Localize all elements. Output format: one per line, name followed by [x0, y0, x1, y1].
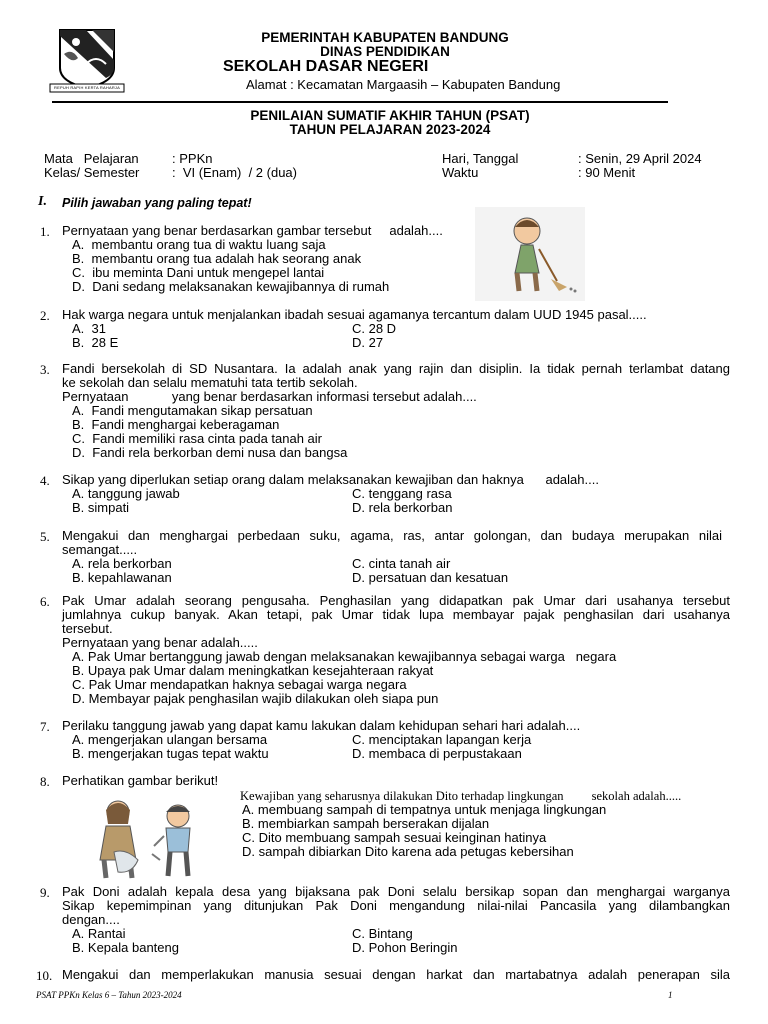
question-text: Pernyataan yang benar berdasarkan gambar tersebut adalah.... — [62, 223, 443, 238]
option: A. membuang sampah di tempatnya untuk menjaga lingkungan — [242, 802, 607, 817]
question-number: 8. — [40, 774, 50, 789]
day-value: : Senin, 29 April 2024 — [578, 151, 702, 166]
regency-logo — [46, 24, 128, 96]
option: C. Fandi memiliki rasa cinta pada tanah air — [72, 431, 323, 446]
option: B. membiarkan sampah berserakan dijalan — [242, 816, 490, 831]
question-text: Mengakui dan memperlakukan manusia sesuai dengan harkat dan martabatnya adalah penerapan sila — [62, 967, 730, 982]
exam-year: TAHUN PELAJARAN 2023-2024 — [289, 122, 491, 137]
question-text: Mengakui dan menghargai perbedaan suku, agama, ras, antar golongan, dan budaya merupakan nilai — [62, 528, 722, 543]
option: C. tenggang rasa — [352, 486, 452, 501]
question-text: Kewajiban yang seharusnya dilakukan Dito terhadap lingkungan sekolah adalah..... — [240, 789, 682, 803]
footer-text: PSAT PPKn Kelas 6 – Tahun 2023-2024 — [36, 990, 182, 1000]
header-government: PEMERINTAH KABUPATEN BANDUNG — [261, 30, 509, 45]
subject-value: : PPKn — [172, 151, 213, 166]
question-text: Pernyataan yang benar adalah..... — [62, 635, 258, 650]
header-address: Alamat : Kecamatan Margaasih – Kabupaten Bandung — [246, 77, 561, 92]
option: C. Bintang — [352, 926, 413, 941]
question-text: Pak Umar adalah seorang pengusaha. Penghasilan yang didapatkan pak Umar dari usahanya tersebut — [62, 593, 730, 608]
option: A. 31 — [72, 321, 106, 336]
option: D. membaca di perpustakaan — [352, 746, 522, 761]
option: B. Fandi menghargai keberagaman — [72, 417, 280, 432]
logo-banner-text: REPUH RAPIH KERTA RAHARJA — [54, 85, 120, 90]
header-department: DINAS PENDIDIKAN — [320, 44, 450, 59]
day-label: Hari, Tanggal — [442, 151, 519, 166]
option: B. Kepala banteng — [72, 940, 179, 955]
question-number: 4. — [40, 473, 50, 488]
question-text: Fandi bersekolah di SD Nusantara. Ia adalah anak yang rajin dan disiplin. Ia tidak pernah terlambat datang — [62, 361, 730, 376]
question-number: 3. — [40, 362, 50, 377]
option: D. persatuan dan kesatuan — [352, 570, 509, 585]
option: D. Dani sedang melaksanakan kewajibannya di rumah — [72, 279, 390, 294]
option: D. sampah dibiarkan Dito karena ada petugas kebersihan — [242, 844, 574, 859]
boy-sweeping-illustration — [475, 207, 585, 301]
question-text: ke sekolah dan selalu mematuhi tata tertib sekolah. — [62, 375, 358, 390]
page-number: 1 — [668, 990, 673, 1000]
option: C. menciptakan lapangan kerja — [352, 732, 532, 747]
question-number: 7. — [40, 719, 50, 734]
question-text: Perilaku tanggung jawab yang dapat kamu lakukan dalam kehidupan sehari hari adalah.... — [62, 718, 581, 733]
option: B. Upaya pak Umar dalam meningkatkan kesejahteraan rakyat — [72, 663, 434, 678]
option: B. membantu orang tua adalah hak seorang anak — [72, 251, 362, 266]
option: A. Rantai — [72, 926, 126, 941]
option: A. Pak Umar bertanggung jawab dengan melaksanakan kewajibannya sebagai warga negara — [72, 649, 617, 664]
header-school: SEKOLAH DASAR NEGERI — [223, 58, 429, 75]
question-number: 2. — [40, 308, 50, 323]
section-instruction: Pilih jawaban yang paling tepat! — [62, 196, 252, 210]
option: C. cinta tanah air — [352, 556, 451, 571]
option: D. Pohon Beringin — [352, 940, 458, 955]
question-text: Pernyataan yang benar berdasarkan informasi tersebut adalah.... — [62, 389, 477, 404]
option: B. kepahlawanan — [72, 570, 172, 585]
children-trash-illustration — [84, 790, 206, 882]
option: B. simpati — [72, 500, 130, 515]
option: D. Membayar pajak penghasilan wajib dilakukan oleh siapa pun — [72, 691, 439, 706]
question-number: 6. — [40, 594, 50, 609]
option: C. Dito membuang sampah sesuai keinginan hatinya — [242, 830, 547, 845]
option: D. Fandi rela berkorban demi nusa dan bangsa — [72, 445, 348, 460]
section-number: I. — [38, 194, 47, 209]
class-label: Kelas/ Semester — [44, 165, 140, 180]
option: C. 28 D — [352, 321, 397, 336]
question-text: semangat..... — [62, 542, 138, 557]
option: B. 28 E — [72, 335, 119, 350]
exam-title: PENILAIAN SUMATIF AKHIR TAHUN (PSAT) — [250, 108, 530, 123]
option: D. rela berkorban — [352, 500, 453, 515]
option: B. mengerjakan tugas tepat waktu — [72, 746, 269, 761]
option: A. Fandi mengutamakan sikap persatuan — [72, 403, 313, 418]
option: A. membantu orang tua di waktu luang saja — [72, 237, 326, 252]
question-number: 1. — [40, 224, 50, 239]
option: D. 27 — [352, 335, 384, 350]
time-label: Waktu — [442, 165, 479, 180]
question-number: 9. — [40, 885, 50, 900]
time-value: : 90 Menit — [578, 165, 636, 180]
header-divider — [52, 101, 668, 103]
option: A. rela berkorban — [72, 556, 172, 571]
question-text: tersebut. — [62, 621, 113, 636]
option: A. tanggung jawab — [72, 486, 180, 501]
option: A. mengerjakan ulangan bersama — [72, 732, 268, 747]
option: C. Pak Umar mendapatkan haknya sebagai warga negara — [72, 677, 407, 692]
question-text: dengan.... — [62, 912, 120, 927]
class-value: : VI (Enam) / 2 (dua) — [172, 165, 297, 180]
question-text: jumlahnya cukup banyak. Akan tetapi, pak Umar tidak lupa membayar pajak penghasilan dari usahanya — [62, 607, 730, 622]
question-text: Pak Doni adalah kepala desa yang bijaksana pak Doni selalu bersikap sopan dan menghargai warganya — [62, 884, 730, 899]
subject-label: Mata Pelajaran — [44, 151, 139, 166]
question-text: Sikap yang diperlukan setiap orang dalam melaksanakan kewajiban dan haknya adalah.... — [62, 472, 599, 487]
question-text: Sikap kepemimpinan yang ditunjukan Pak Doni mengandung nilai-nilai Pancasila yang dilambangkan — [62, 898, 730, 913]
question-text: Perhatikan gambar berikut! — [62, 773, 219, 788]
question-number: 10. — [36, 968, 53, 983]
question-number: 5. — [40, 529, 50, 544]
question-text: Hak warga negara untuk menjalankan ibadah sesuai agamanya tercantum dalam UUD 1945 pasal..... — [62, 307, 647, 322]
option: C. ibu meminta Dani untuk mengepel lantai — [72, 265, 325, 280]
